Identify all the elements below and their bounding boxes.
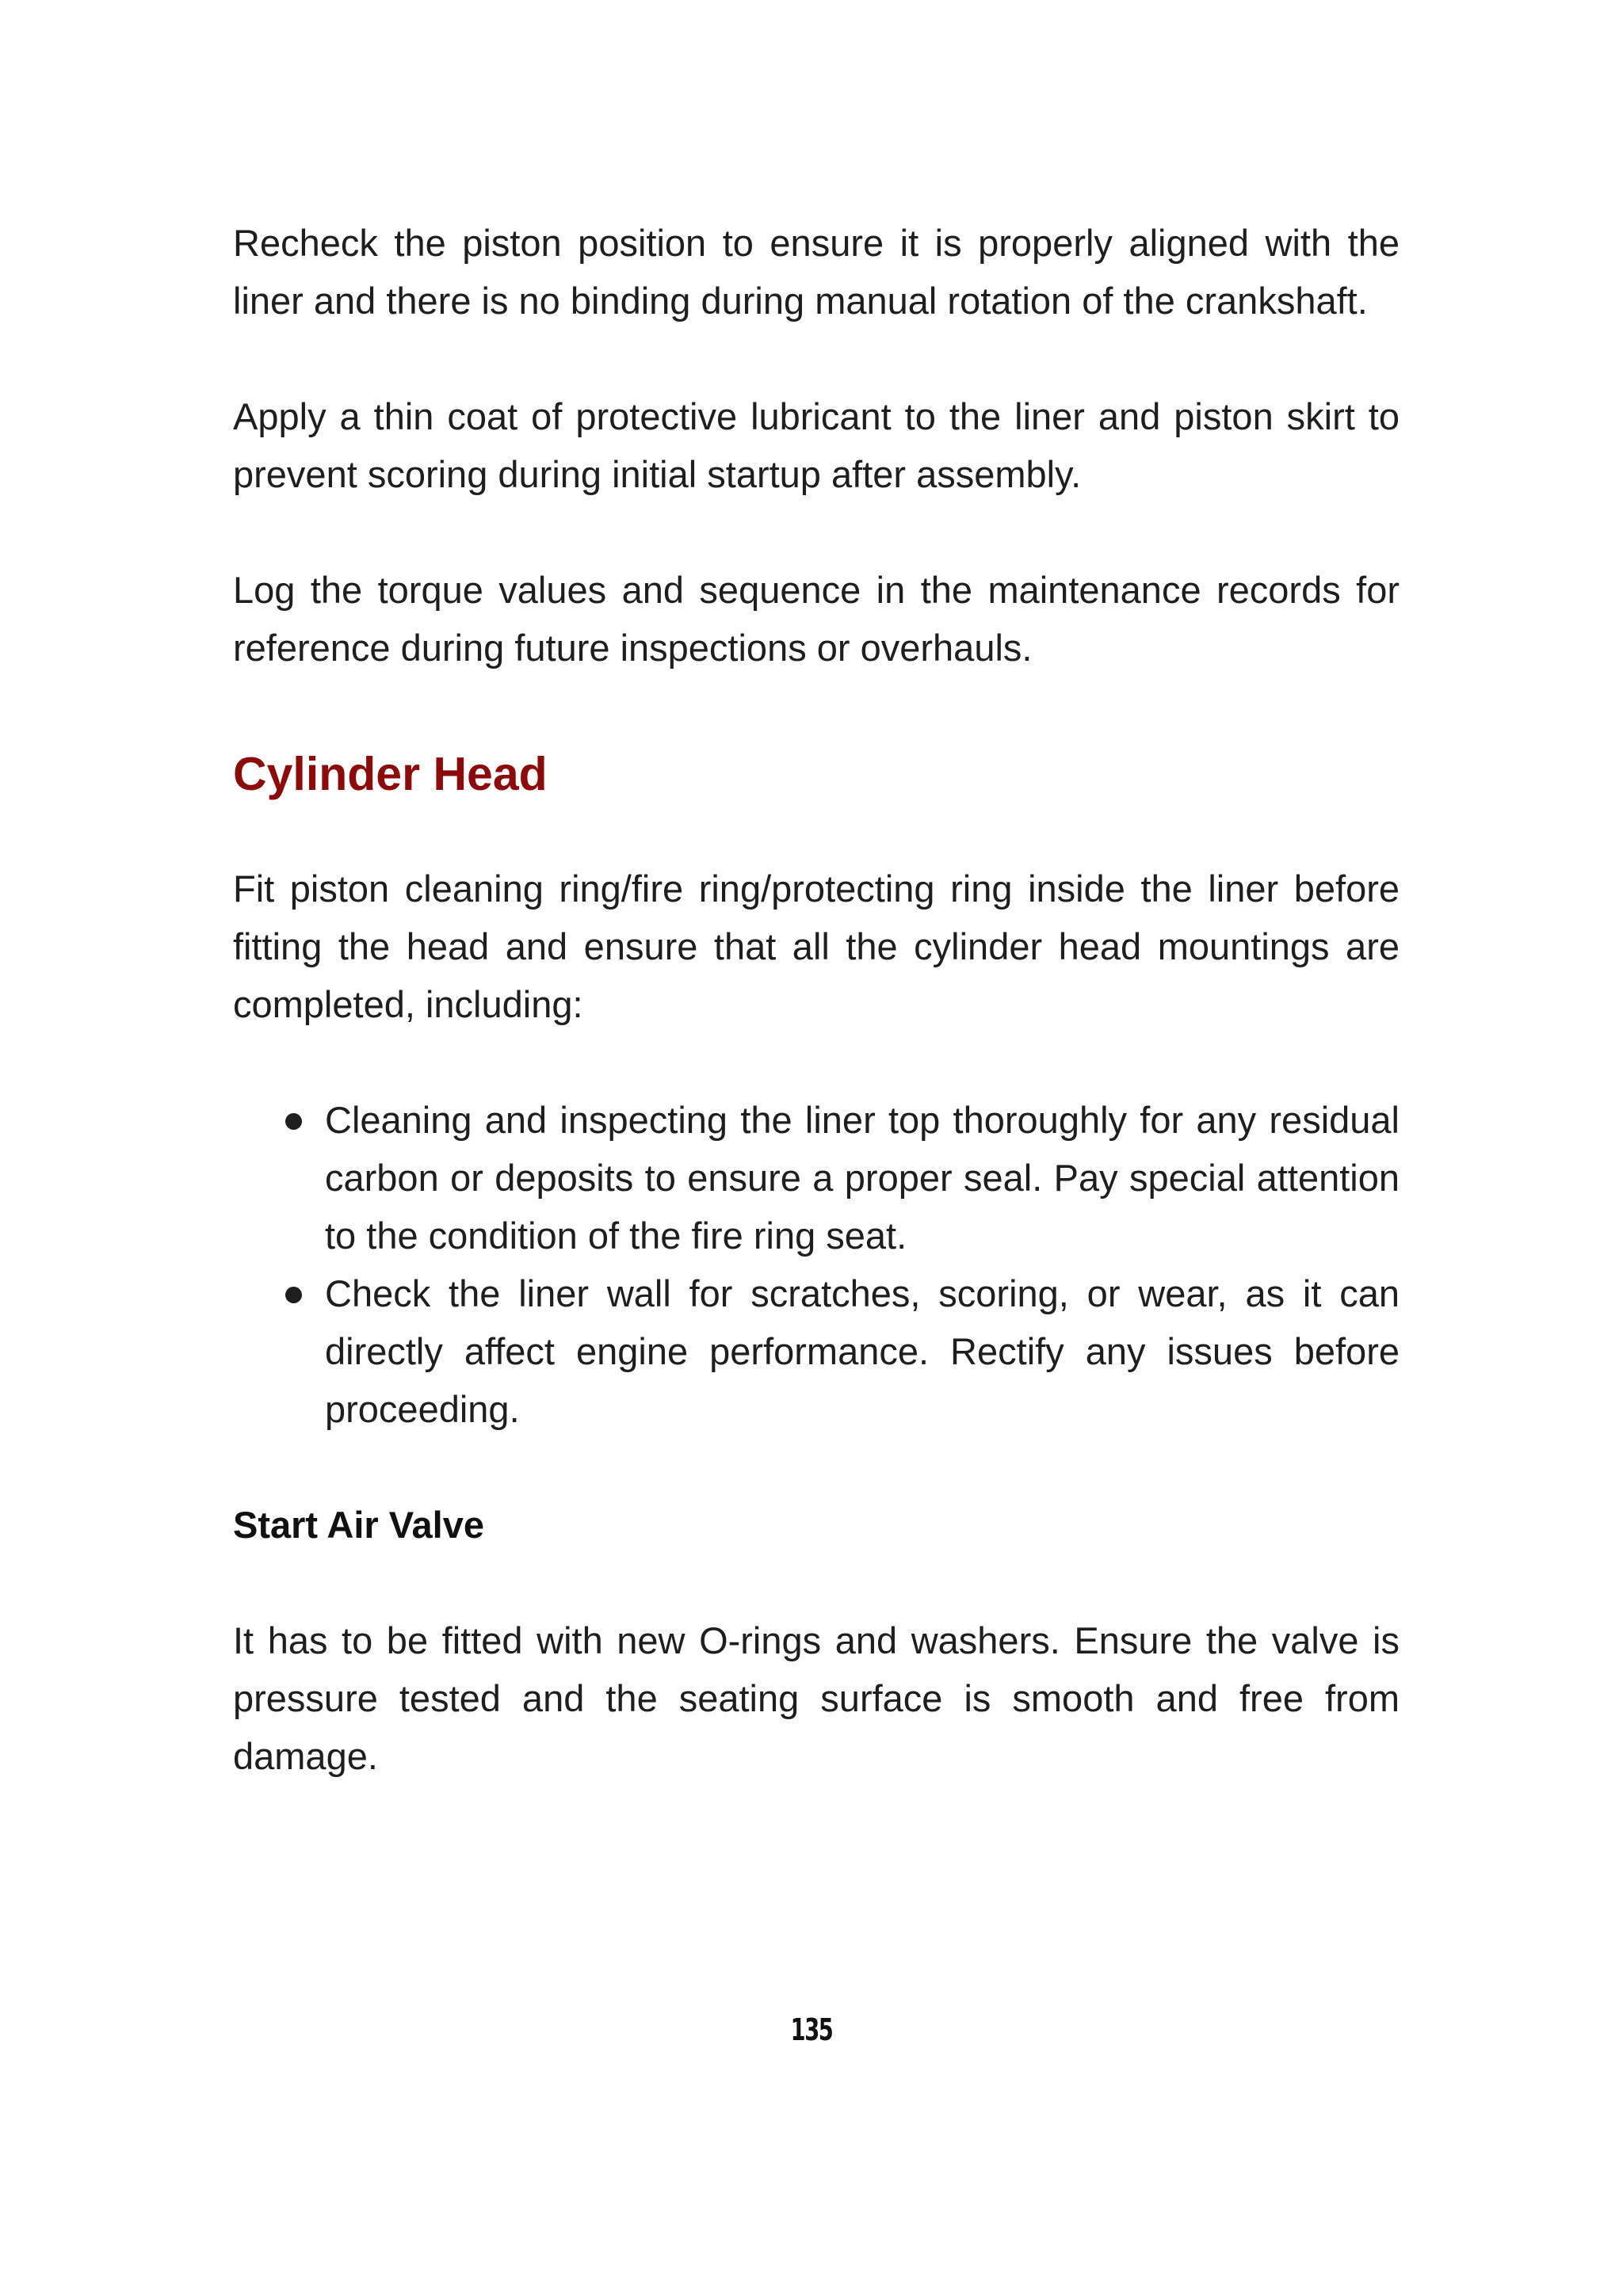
list-item-text: Check the liner wall for scratches, scoring, or wear, as it can directly affect engine performance. Rectify any issues before proceeding. — [325, 1272, 1400, 1430]
paragraph-cylinder-head-intro: Fit piston cleaning ring/fire ring/protecting ring inside the liner before fitting the head and ensure that all the cylinder head mountings are completed, including: — [233, 868, 1400, 1025]
bullet-list — [233, 1091, 1400, 1438]
list-item — [233, 1091, 1400, 1264]
list-item-text: Cleaning and inspecting the liner top thoroughly for any residual carbon or deposits to ensure a proper seal. Pay special attention to the condition of the fire ring seat. — [325, 1099, 1400, 1257]
paragraph-apply-lubricant: Apply a thin coat of protective lubricant to the liner and piston skirt to prevent scoring during initial startup after assembly. — [233, 395, 1400, 495]
page-content — [233, 214, 1400, 1785]
section-heading-cylinder-head: Cylinder Head — [233, 748, 548, 800]
list-item — [233, 1264, 1400, 1438]
bullet-icon — [285, 1287, 302, 1303]
paragraph-recheck-piston: Recheck the piston position to ensure it is properly aligned with the liner and there is no binding during manual rotation of the crankshaft. — [233, 222, 1400, 322]
bullet-icon — [285, 1113, 302, 1130]
paragraph-log-torque: Log the torque values and sequence in the maintenance records for reference during future inspections or overhauls. — [233, 569, 1400, 669]
subheading-start-air-valve: Start Air Valve — [233, 1504, 484, 1546]
page-number: 135 — [790, 2012, 833, 2047]
paragraph-start-air-valve: It has to be fitted with new O-rings and washers. Ensure the valve is pressure tested and the seating surface is smooth and free from damage. — [233, 1619, 1400, 1777]
